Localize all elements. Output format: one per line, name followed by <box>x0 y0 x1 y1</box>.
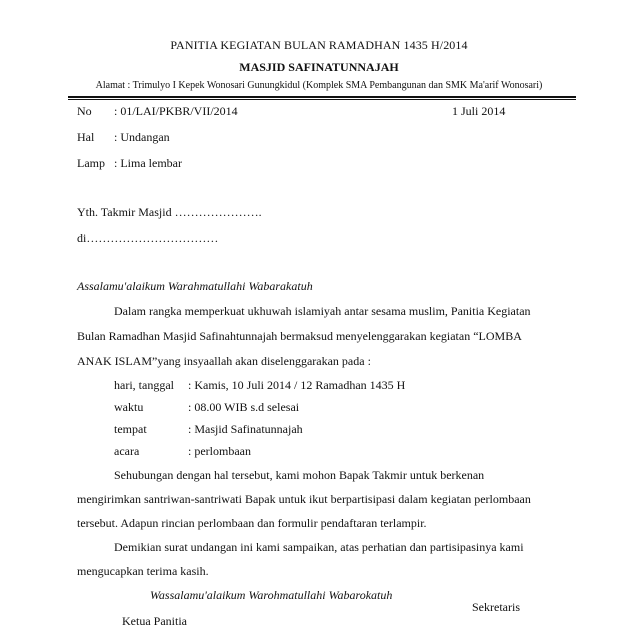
letterhead-rule-thin <box>68 99 576 100</box>
letterhead-mosque: MASJID SAFINATUNNAJAH <box>239 60 399 74</box>
meta-lamp-label: Lamp <box>77 156 105 170</box>
para2-line2: mengirimkan santriwan-santriwati Bapak untuk ikut berpartisipasi dalam kegiatan perlombaan <box>77 492 531 506</box>
signature-secretary: Sekretaris <box>472 600 520 614</box>
detail-value-place: : Masjid Safinatunnajah <box>188 422 303 436</box>
meta-lamp-value: : Lima lembar <box>114 156 182 170</box>
meta-hal-label: Hal <box>77 130 95 144</box>
detail-label-day: hari, tanggal <box>114 378 174 392</box>
recipient-line1: Yth. Takmir Masjid …………………. <box>77 205 262 219</box>
para2-line1: Sehubungan dengan hal tersebut, kami mohon Bapak Takmir untuk berkenan <box>114 468 485 482</box>
detail-value-day: : Kamis, 10 Juli 2014 / 12 Ramadhan 1435 H <box>188 378 406 392</box>
letterhead-address: Alamat : Trimulyo I Kepek Wonosari Gunungkidul (Komplek SMA Pembangunan dan SMK Ma'arif Wonosari) <box>95 80 543 91</box>
greeting: Assalamu'alaikum Warahmatullahi Wabarakatuh <box>77 279 313 293</box>
meta-no-label: No <box>77 104 92 118</box>
letterhead-rule-thick <box>68 96 576 98</box>
detail-value-event: : perlombaan <box>188 444 251 458</box>
detail-label-place: tempat <box>114 422 147 436</box>
meta-date: 1 Juli 2014 <box>452 104 506 118</box>
meta-hal-value: : Undangan <box>114 130 170 144</box>
detail-label-event: acara <box>114 444 140 458</box>
para3-line1: Demikian surat undangan ini kami sampaikan, atas perhatian dan partisipasinya kami <box>114 540 524 554</box>
detail-value-time: : 08.00 WIB s.d selesai <box>188 400 300 414</box>
signature-chair: Ketua Panitia <box>122 614 187 628</box>
para1-line2: Bulan Ramadhan Masjid Safinahtunnajah bermaksud menyelenggarakan kegiatan “LOMBA <box>77 329 522 343</box>
letterhead-committee: PANITIA KEGIATAN BULAN RAMADHAN 1435 H/2014 <box>170 38 468 52</box>
closing-salutation: Wassalamu'alaikum Warohmatullahi Wabarokatuh <box>150 588 393 602</box>
para1-line1: Dalam rangka memperkuat ukhuwah islamiyah antar sesama muslim, Panitia Kegiatan <box>114 304 531 318</box>
para1-line3: ANAK ISLAM”yang insyaallah akan diselenggarakan pada : <box>77 354 371 368</box>
meta-no-value: : 01/LAI/PKBR/VII/2014 <box>114 104 238 118</box>
detail-label-time: waktu <box>114 400 144 414</box>
para2-line3: tersebut. Adapun rincian perlombaan dan formulir pendaftaran terlampir. <box>77 516 427 530</box>
para3-line2: mengucapkan terima kasih. <box>77 564 209 578</box>
recipient-line2: di…………………………… <box>77 231 219 245</box>
